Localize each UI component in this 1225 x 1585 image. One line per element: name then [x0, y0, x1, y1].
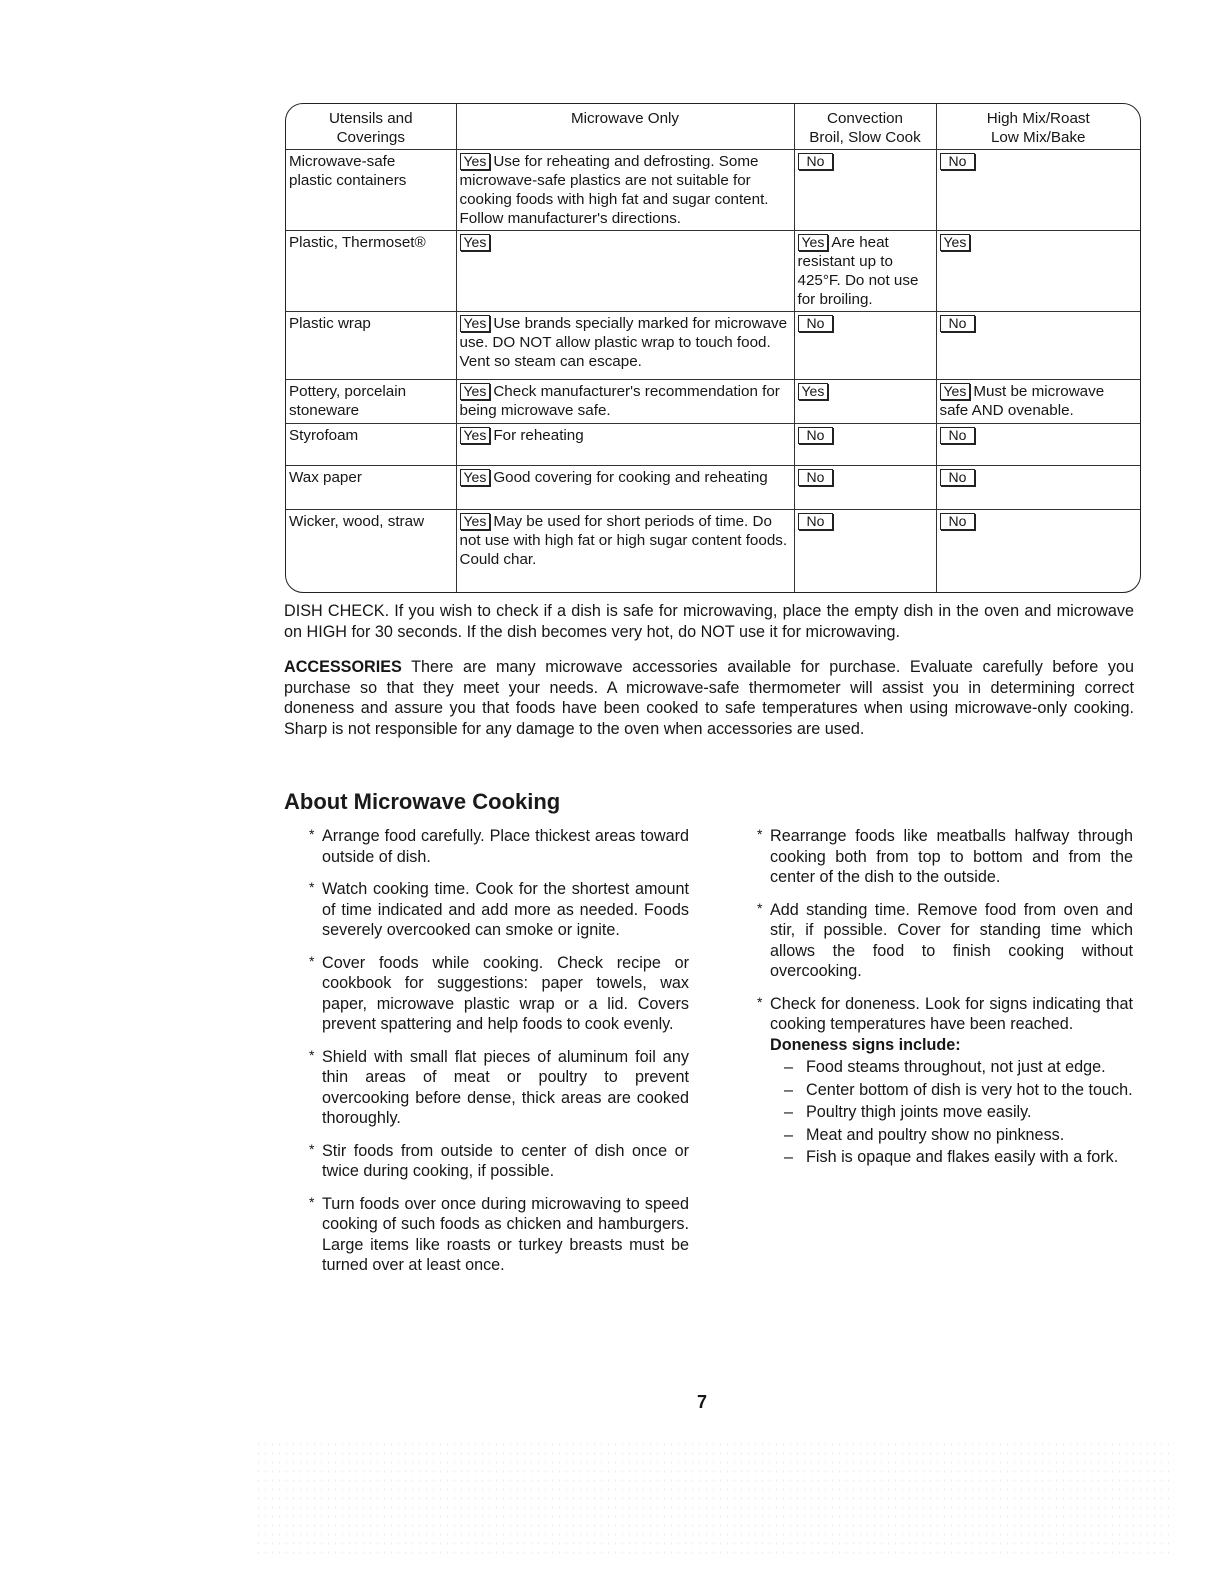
list-item: – Meat and poultry show no pinkness.: [784, 1125, 1065, 1144]
asterisk-bullet: *: [309, 1140, 315, 1157]
microwave-cell: Yes For reheating: [456, 424, 794, 466]
high-mix-cell: [936, 510, 1140, 593]
doneness-list: [784, 1057, 1133, 1168]
table-row: [286, 510, 1140, 593]
utensil-table: [285, 103, 1141, 593]
list-item: * Shield with small flat pieces of aluminum foil any thin areas of meat or poultry to prevent overcooking before dense, thick areas are cooked thoroughly.: [309, 1046, 689, 1127]
yes-badge: Yes: [460, 234, 491, 251]
asterisk-bullet: *: [309, 952, 315, 969]
dish-check-paragraph: DISH CHECK. If you wish to check if a dish is safe for microwaving, place the empty dish in the oven and microwave on HIGH for 30 seconds. If the dish becomes very hot, do NOT use it for microwaving.: [284, 602, 1134, 641]
yes-badge: Yes: [460, 427, 491, 444]
no-badge: No: [940, 513, 976, 530]
utensil-name: Plastic, Thermoset®: [286, 231, 456, 312]
no-badge: No: [798, 469, 834, 486]
no-badge: No: [798, 427, 834, 444]
asterisk-bullet: *: [309, 879, 315, 895]
asterisk-bullet: *: [757, 899, 763, 916]
microwave-cell: Yes Good covering for cooking and reheating: [456, 466, 794, 510]
utensil-name: Microwave-safe plastic containers: [286, 150, 456, 231]
microwave-cell: Yes May be used for short periods of time. Do not use with high fat or high sugar content foods. Could char.: [456, 510, 794, 593]
microwave-cell: Yes Use for reheating and defrosting. Some microwave-safe plastics are not suitable for cooking foods with high fat and sugar content. Follow manufacturer's directions.: [456, 150, 794, 231]
high-mix-cell: [936, 312, 1140, 380]
asterisk-bullet: *: [757, 993, 763, 1010]
high-mix-cell: Yes Must be microwave safe AND ovenable.: [936, 380, 1140, 424]
table-row: [286, 424, 1140, 466]
no-badge: No: [798, 315, 834, 332]
yes-badge: Yes: [460, 469, 491, 486]
yes-badge: Yes: [798, 234, 829, 251]
yes-badge: Yes: [798, 383, 829, 400]
no-badge: No: [940, 427, 976, 444]
no-badge: No: [940, 153, 976, 170]
list-item: – Fish is opaque and flakes easily with a fork.: [784, 1148, 1119, 1166]
dash-bullet: –: [784, 1080, 794, 1099]
yes-badge: Yes: [460, 315, 491, 332]
no-badge: No: [798, 153, 834, 170]
header-microwave-only: Microwave Only: [456, 104, 794, 150]
asterisk-bullet: *: [309, 826, 315, 842]
asterisk-bullet: *: [309, 1046, 315, 1063]
convection-cell: [794, 380, 936, 424]
list-item: * Arrange food carefully. Place thickest areas toward outside of dish.: [309, 826, 689, 866]
dash-bullet: –: [784, 1148, 794, 1166]
dash-bullet: –: [784, 1103, 794, 1121]
yes-badge: Yes: [460, 383, 491, 400]
utensil-name: Styrofoam: [286, 424, 456, 466]
asterisk-bullet: *: [309, 1193, 315, 1210]
utensil-name: Wicker, wood, straw: [286, 510, 456, 593]
dash-bullet: –: [784, 1125, 794, 1144]
high-mix-cell: [936, 231, 1140, 312]
list-item: – Center bottom of dish is very hot to the touch.: [784, 1080, 1133, 1099]
accessories-paragraph: [284, 657, 1134, 739]
list-item: * Add standing time. Remove food from oven and stir, if possible. Cover for standing time which allows the food to finish cooking without overcooking.: [757, 899, 1133, 980]
microwave-cell: Yes Check manufacturer's recommendation for being microwave safe.: [456, 380, 794, 424]
convection-cell: [794, 510, 936, 593]
high-mix-cell: [936, 466, 1140, 510]
convection-cell: [794, 466, 936, 510]
tips-right-column: [757, 826, 1133, 1180]
yes-badge: Yes: [460, 513, 491, 530]
convection-cell: Yes Are heat resistant up to 425°F. Do not use for broiling.: [794, 231, 936, 312]
list-item: * Watch cooking time. Cook for the shortest amount of time indicated and add more as needed. Foods severely overcooked can smoke or ignite.: [309, 879, 689, 939]
accessories-text: There are many microwave accessories available for purchase. Evaluate carefully before you purchase so that they meet your needs. A microwave-safe thermometer will assist you in determining correct doneness and assure you that foods have been cooked to safe temperatures when using microwave-only cooking. Sharp is not responsible for any damage to the oven when accessories are used.: [284, 658, 1134, 738]
yes-badge: Yes: [940, 383, 971, 400]
no-badge: No: [940, 469, 976, 486]
header-convection: Convection Broil, Slow Cook: [794, 104, 936, 150]
utensil-name: Pottery, porcelain stoneware: [286, 380, 456, 424]
yes-badge: Yes: [460, 153, 491, 170]
microwave-cell: [456, 231, 794, 312]
list-item: * Turn foods over once during microwaving to speed cooking of such foods as chicken and hamburgers. Large items like roasts or turkey breasts must be turned over at least once.: [309, 1193, 689, 1274]
table-row: [286, 231, 1140, 312]
high-mix-cell: [936, 424, 1140, 466]
table-row: [286, 150, 1140, 231]
doneness-heading: Doneness signs include:: [770, 1035, 961, 1054]
convection-cell: [794, 150, 936, 231]
utensil-table-grid: [286, 104, 1140, 592]
list-item: * Check for doneness. Look for signs indicating that cooking temperatures have been reached. Doneness signs include: – Food steams throughout, not just at edge. – Center bottom of dish is very hot to the touch. – Poultry thigh joints move easily. – Meat and poultry show no pinkness. – Fish is opaque and flakes easily with a fork.: [757, 993, 1133, 1166]
microwave-cell: Yes Use brands specially marked for microwave use. DO NOT allow plastic wrap to touch food. Vent so steam can escape.: [456, 312, 794, 380]
utensil-name: Plastic wrap: [286, 312, 456, 380]
yes-badge: Yes: [940, 234, 971, 251]
dash-bullet: –: [784, 1058, 794, 1076]
list-item: * Cover foods while cooking. Check recipe or cookbook for suggestions: paper towels, wax paper, microwave plastic wrap or a lid. Covers prevent spattering and help foods to cook evenly.: [309, 952, 689, 1033]
list-item: * Stir foods from outside to center of dish once or twice during cooking, if possible.: [309, 1140, 689, 1180]
table-row: [286, 466, 1140, 510]
list-item: – Poultry thigh joints move easily.: [784, 1103, 1032, 1121]
section-heading: About Microwave Cooking: [284, 789, 561, 814]
table-row: [286, 312, 1140, 380]
no-badge: No: [798, 513, 834, 530]
tips-left-column: [309, 826, 689, 1288]
list-item: – Food steams throughout, not just at edge.: [784, 1058, 1106, 1076]
scan-noise-texture: [255, 1440, 1175, 1560]
convection-cell: [794, 424, 936, 466]
table-row: [286, 380, 1140, 424]
convection-cell: [794, 312, 936, 380]
high-mix-cell: [936, 150, 1140, 231]
header-utensils: Utensils and Coverings: [286, 104, 456, 150]
table-header-row: [286, 104, 1140, 150]
utensil-name: Wax paper: [286, 466, 456, 510]
page-number: 7: [697, 1392, 708, 1412]
list-item: * Rearrange foods like meatballs halfway through cooking both from top to bottom and from the center of the dish to the outside.: [757, 826, 1133, 886]
header-high-mix: High Mix/Roast Low Mix/Bake: [936, 104, 1140, 150]
no-badge: No: [940, 315, 976, 332]
accessories-label: ACCESSORIES: [284, 658, 402, 676]
asterisk-bullet: *: [757, 826, 763, 842]
